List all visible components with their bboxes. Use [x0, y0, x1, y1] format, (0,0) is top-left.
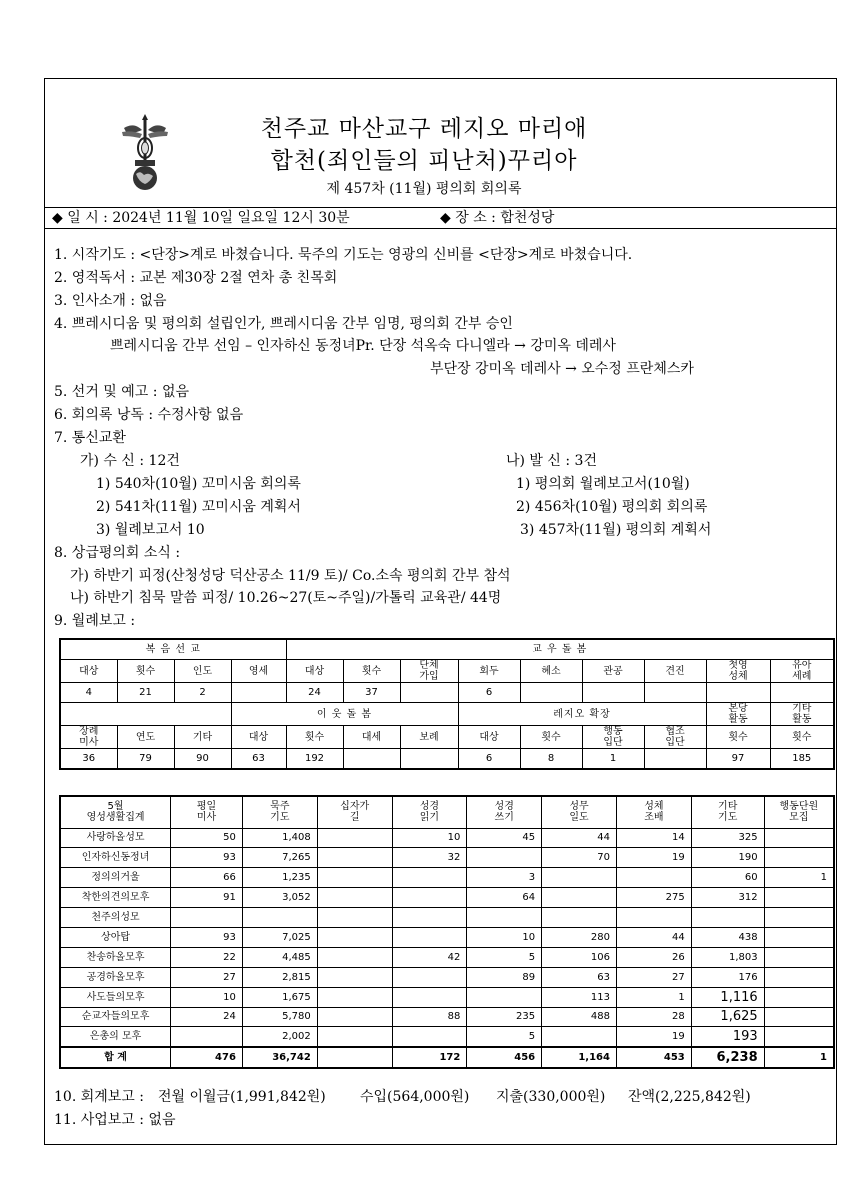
sent-item: 2) 456차(10월) 평의회 회의록	[516, 499, 708, 515]
table-cell: 1,164	[542, 1047, 617, 1068]
column-header: 횟수	[286, 726, 343, 749]
column-header: 대세	[343, 726, 400, 749]
column-header: 유아 세례	[770, 660, 834, 683]
column-header: 혜소	[520, 660, 582, 683]
table-cell: 192	[286, 749, 343, 770]
table-row	[60, 967, 834, 987]
table-cell: 453	[616, 1047, 691, 1068]
report-header-row-2	[60, 726, 834, 749]
received-heading: 가) 수 신 : 12건	[80, 453, 180, 469]
column-header: 기타 기도	[691, 796, 764, 828]
spiritual-header-row	[60, 796, 834, 828]
senatus-news-2: 나) 하반기 침묵 말씀 피정/ 10.26~27(토~주일)/가톨릭 교육관/ 44명	[70, 590, 502, 606]
table-cell: 8	[520, 749, 582, 770]
table-cell: 22	[171, 947, 243, 967]
table-row	[60, 947, 834, 967]
column-header: 행동단원 모집	[764, 796, 834, 828]
table-cell	[764, 1007, 834, 1027]
table-cell: 185	[770, 749, 834, 770]
column-header: 견진	[644, 660, 706, 683]
table-cell	[644, 749, 706, 770]
presidium-name: 사랑하올성모	[60, 828, 171, 848]
table-cell	[467, 908, 542, 928]
item-senatus-news: 8. 상급평의회 소식 :	[54, 545, 181, 561]
item-monthly-report: 9. 월례보고 :	[54, 613, 136, 629]
column-header: 인도	[174, 660, 231, 683]
table-cell: 37	[343, 683, 400, 703]
table-cell	[317, 908, 392, 928]
table-cell: 45	[467, 828, 542, 848]
table-cell: 7,265	[242, 848, 317, 868]
table-cell: 1	[582, 749, 644, 770]
presidium-name: 정의의거울	[60, 868, 171, 888]
table-cell	[542, 868, 617, 888]
table-cell	[317, 1027, 392, 1047]
table-cell: 93	[171, 927, 243, 947]
table-cell: 70	[542, 848, 617, 868]
column-header: 단체 가입	[400, 660, 458, 683]
presidium-name: 은총의 모후	[60, 1027, 171, 1047]
curia-title: 합천(죄인들의 피난처)꾸리아	[270, 148, 578, 174]
table-cell	[317, 848, 392, 868]
presidium-name: 합 계	[60, 1047, 171, 1068]
table-cell	[317, 1007, 392, 1027]
received-item: 2) 541차(11월) 꼬미시움 계획서	[96, 499, 301, 515]
table-cell: 5	[467, 1027, 542, 1047]
column-header: 영세	[231, 660, 286, 683]
table-cell: 42	[392, 947, 467, 967]
table-cell: 2,815	[242, 967, 317, 987]
table-cell	[317, 888, 392, 908]
sent-item: 3) 457차(11월) 평의회 계획서	[520, 522, 712, 538]
column-header: 대상	[286, 660, 343, 683]
column-header: 성경 읽기	[392, 796, 467, 828]
table-cell: 10	[392, 828, 467, 848]
table-row	[60, 888, 834, 908]
table-cell	[706, 683, 770, 703]
table-cell	[467, 987, 542, 1007]
table-cell	[231, 683, 286, 703]
table-cell: 63	[231, 749, 286, 770]
presidium-name: 공경하올모후	[60, 967, 171, 987]
table-cell	[317, 967, 392, 987]
item-elections: 5. 선거 및 예고 : 없음	[54, 384, 189, 400]
table-cell	[317, 947, 392, 967]
table-cell	[770, 683, 834, 703]
column-header: 횟수	[343, 660, 400, 683]
table-cell: 93	[171, 848, 243, 868]
table-cell	[171, 908, 243, 928]
group-parish-activity: 본당 활동	[706, 703, 770, 726]
table-cell: 438	[691, 927, 764, 947]
table-cell: 280	[542, 927, 617, 947]
table-cell: 1,235	[242, 868, 317, 888]
table-cell: 50	[171, 828, 243, 848]
table-row	[60, 987, 834, 1007]
item-spiritual-reading: 2. 영적독서 : 교본 제30장 2절 연차 총 친목회	[54, 270, 338, 286]
received-item: 3) 월례보고서 10	[96, 522, 205, 538]
presidium-name: 찬송하올모후	[60, 947, 171, 967]
table-cell: 91	[171, 888, 243, 908]
item-approvals: 4. 쁘레시디움 및 평의회 설립인가, 쁘레시디움 간부 임명, 평의회 간부 승인	[54, 316, 513, 332]
table-cell	[392, 868, 467, 888]
table-cell: 106	[542, 947, 617, 967]
column-header: 회두	[458, 660, 520, 683]
table-cell	[400, 749, 458, 770]
table-cell	[542, 1027, 617, 1047]
presidium-name: 사도들의모후	[60, 987, 171, 1007]
table-cell: 21	[117, 683, 174, 703]
presidium-name: 인자하신동정녀	[60, 848, 171, 868]
item-minutes-reading: 6. 회의록 낭독 : 수정사항 없음	[54, 407, 244, 423]
table-cell: 60	[691, 868, 764, 888]
table-cell: 5	[467, 947, 542, 967]
table-cell: 19	[616, 1027, 691, 1047]
table-row	[60, 868, 834, 888]
column-header: 성체 조배	[616, 796, 691, 828]
item-approvals-detail-1: 쁘레시디움 간부 선임 – 인자하신 동정녀Pr. 단장 석옥숙 다니엘라 → 강미옥 데레사	[110, 338, 616, 354]
table-cell	[317, 987, 392, 1007]
table-cell: 1,116	[691, 987, 764, 1007]
table-cell: 26	[616, 947, 691, 967]
table-cell	[764, 1027, 834, 1047]
table-cell: 176	[691, 967, 764, 987]
table-cell: 19	[616, 848, 691, 868]
column-header: 연도	[117, 726, 174, 749]
column-header: 협조 입단	[644, 726, 706, 749]
table-cell	[764, 927, 834, 947]
group-legion-expansion: 레지오 확장	[458, 703, 706, 726]
table-cell: 488	[542, 1007, 617, 1027]
table-cell: 6	[458, 749, 520, 770]
column-header: 횟수	[770, 726, 834, 749]
table-cell: 64	[467, 888, 542, 908]
table-cell	[764, 888, 834, 908]
table-cell: 1,408	[242, 828, 317, 848]
table-cell: 3	[467, 868, 542, 888]
finance-carryover: 전월 이월금(1,991,842원)	[158, 1089, 326, 1105]
table-cell: 193	[691, 1027, 764, 1047]
table-cell: 190	[691, 848, 764, 868]
table-cell	[392, 1027, 467, 1047]
table-cell: 5,780	[242, 1007, 317, 1027]
table-cell	[764, 967, 834, 987]
column-header: 대상	[458, 726, 520, 749]
table-row	[60, 848, 834, 868]
column-header: 성무 일도	[542, 796, 617, 828]
table-cell	[691, 908, 764, 928]
table-row	[60, 1027, 834, 1047]
column-header: 묵주 기도	[242, 796, 317, 828]
table-cell: 28	[616, 1007, 691, 1027]
group-parish-care: 교 우 돌 봄	[286, 639, 834, 660]
table-cell: 312	[691, 888, 764, 908]
table-cell: 63	[542, 967, 617, 987]
presidium-name: 상아탑	[60, 927, 171, 947]
group-other-activity: 기타 활동	[770, 703, 834, 726]
finance-income: 수입(564,000원)	[360, 1089, 470, 1105]
table-cell: 1	[764, 868, 834, 888]
table-cell: 4	[60, 683, 117, 703]
table-cell	[616, 868, 691, 888]
table-cell: 2	[174, 683, 231, 703]
table-cell	[392, 888, 467, 908]
table-row	[60, 927, 834, 947]
spiritual-life-table	[59, 795, 835, 1069]
sent-item: 1) 평의회 월례보고서(10월)	[516, 476, 690, 492]
table-cell: 1	[764, 1047, 834, 1068]
table-cell: 6	[458, 683, 520, 703]
table-cell: 4,485	[242, 947, 317, 967]
table-cell	[343, 749, 400, 770]
column-header: 5월 영성생활집계	[60, 796, 171, 828]
table-cell: 1,803	[691, 947, 764, 967]
table-cell	[317, 927, 392, 947]
group-neighbor-care: 이 웃 돌 봄	[231, 703, 458, 726]
org-title: 천주교 마산교구 레지오 마리애	[260, 116, 588, 142]
report-value-row-1	[60, 683, 834, 703]
senatus-news-1: 가) 하반기 피정(산청성당 덕산공소 11/9 토)/ Co.소속 평의회 간부 참석	[70, 568, 511, 584]
table-cell	[392, 967, 467, 987]
column-header: 보례	[400, 726, 458, 749]
table-cell: 90	[174, 749, 231, 770]
table-cell	[764, 947, 834, 967]
table-cell	[616, 908, 691, 928]
table-cell: 6,238	[691, 1047, 764, 1068]
column-header: 행동 입단	[582, 726, 644, 749]
blank-group-cell	[60, 703, 231, 726]
meeting-title: 제 457차 (11월) 평의회 회의록	[326, 181, 522, 197]
table-cell: 27	[616, 967, 691, 987]
table-cell: 2,002	[242, 1027, 317, 1047]
item-finance-label: 10. 회계보고 :	[54, 1089, 144, 1105]
column-header: 십자가 길	[317, 796, 392, 828]
table-cell: 1,625	[691, 1007, 764, 1027]
table-cell: 88	[392, 1007, 467, 1027]
column-header: 횟수	[117, 660, 174, 683]
table-cell: 113	[542, 987, 617, 1007]
table-cell	[317, 828, 392, 848]
table-row	[60, 908, 834, 928]
table-cell: 1,675	[242, 987, 317, 1007]
table-cell	[542, 888, 617, 908]
item-approvals-detail-2: 부단장 강미옥 데레사 → 오수정 프란체스카	[430, 361, 694, 377]
table-cell: 32	[392, 848, 467, 868]
table-cell	[171, 1027, 243, 1047]
table-cell: 7,025	[242, 927, 317, 947]
table-cell	[392, 927, 467, 947]
finance-balance: 잔액(2,225,842원)	[628, 1089, 751, 1105]
item-business-report: 11. 사업보고 : 없음	[54, 1112, 176, 1128]
table-cell: 89	[467, 967, 542, 987]
monthly-report-table	[59, 638, 835, 770]
table-cell	[317, 868, 392, 888]
presidium-name: 천주의성모	[60, 908, 171, 928]
table-cell: 1	[616, 987, 691, 1007]
table-cell	[317, 1047, 392, 1068]
column-header: 성경 쓰기	[467, 796, 542, 828]
table-cell	[644, 683, 706, 703]
received-item: 1) 540차(10월) 꼬미시움 회의록	[96, 476, 301, 492]
column-header: 횟수	[520, 726, 582, 749]
table-cell: 275	[616, 888, 691, 908]
column-header: 대상	[231, 726, 286, 749]
table-cell: 10	[467, 927, 542, 947]
column-header: 대상	[60, 660, 117, 683]
report-value-row-2	[60, 749, 834, 770]
table-cell: 456	[467, 1047, 542, 1068]
table-cell	[764, 987, 834, 1007]
table-cell: 97	[706, 749, 770, 770]
table-cell: 36,742	[242, 1047, 317, 1068]
table-cell	[400, 683, 458, 703]
meeting-datetime: ◆ 일 시 : 2024년 11월 10일 일요일 12시 30분	[52, 210, 350, 226]
table-cell: 44	[616, 927, 691, 947]
column-header: 기타	[174, 726, 231, 749]
table-cell: 36	[60, 749, 117, 770]
table-cell: 66	[171, 868, 243, 888]
meeting-place: ◆ 장 소 : 합천성당	[440, 210, 555, 226]
presidium-name: 순교자들의모후	[60, 1007, 171, 1027]
table-cell	[542, 908, 617, 928]
meeting-info-bar	[44, 207, 837, 229]
table-cell: 172	[392, 1047, 467, 1068]
table-cell	[764, 908, 834, 928]
table-cell	[392, 987, 467, 1007]
table-cell: 3,052	[242, 888, 317, 908]
table-cell	[242, 908, 317, 928]
table-cell: 24	[171, 1007, 243, 1027]
presidium-name: 착한의견의모후	[60, 888, 171, 908]
group-evangelization: 복 음 선 교	[60, 639, 286, 660]
column-header: 평일 미사	[171, 796, 243, 828]
table-cell	[764, 848, 834, 868]
table-cell: 27	[171, 967, 243, 987]
sent-heading: 나) 발 신 : 3건	[506, 453, 597, 469]
column-header: 횟수	[706, 726, 770, 749]
table-cell: 14	[616, 828, 691, 848]
total-row	[60, 1047, 834, 1068]
table-row	[60, 828, 834, 848]
table-row	[60, 1007, 834, 1027]
item-correspondence: 7. 통신교환	[54, 430, 126, 446]
item-opening-prayer: 1. 시작기도 : <단장>계로 바쳤습니다. 묵주의 기도는 영광의 신비를 <단장>계로 바쳤습니다.	[54, 247, 633, 263]
table-cell: 10	[171, 987, 243, 1007]
table-cell	[467, 848, 542, 868]
table-cell	[582, 683, 644, 703]
table-cell: 235	[467, 1007, 542, 1027]
table-cell: 476	[171, 1047, 243, 1068]
table-cell	[392, 908, 467, 928]
table-cell: 44	[542, 828, 617, 848]
column-header: 장례 미사	[60, 726, 117, 749]
table-cell: 325	[691, 828, 764, 848]
table-cell: 79	[117, 749, 174, 770]
finance-expense: 지출(330,000원)	[496, 1089, 606, 1105]
table-cell	[520, 683, 582, 703]
column-header: 관공	[582, 660, 644, 683]
report-header-row-1	[60, 660, 834, 683]
table-cell: 24	[286, 683, 343, 703]
column-header: 첫영 성체	[706, 660, 770, 683]
item-introductions: 3. 인사소개 : 없음	[54, 293, 167, 309]
table-cell	[764, 828, 834, 848]
